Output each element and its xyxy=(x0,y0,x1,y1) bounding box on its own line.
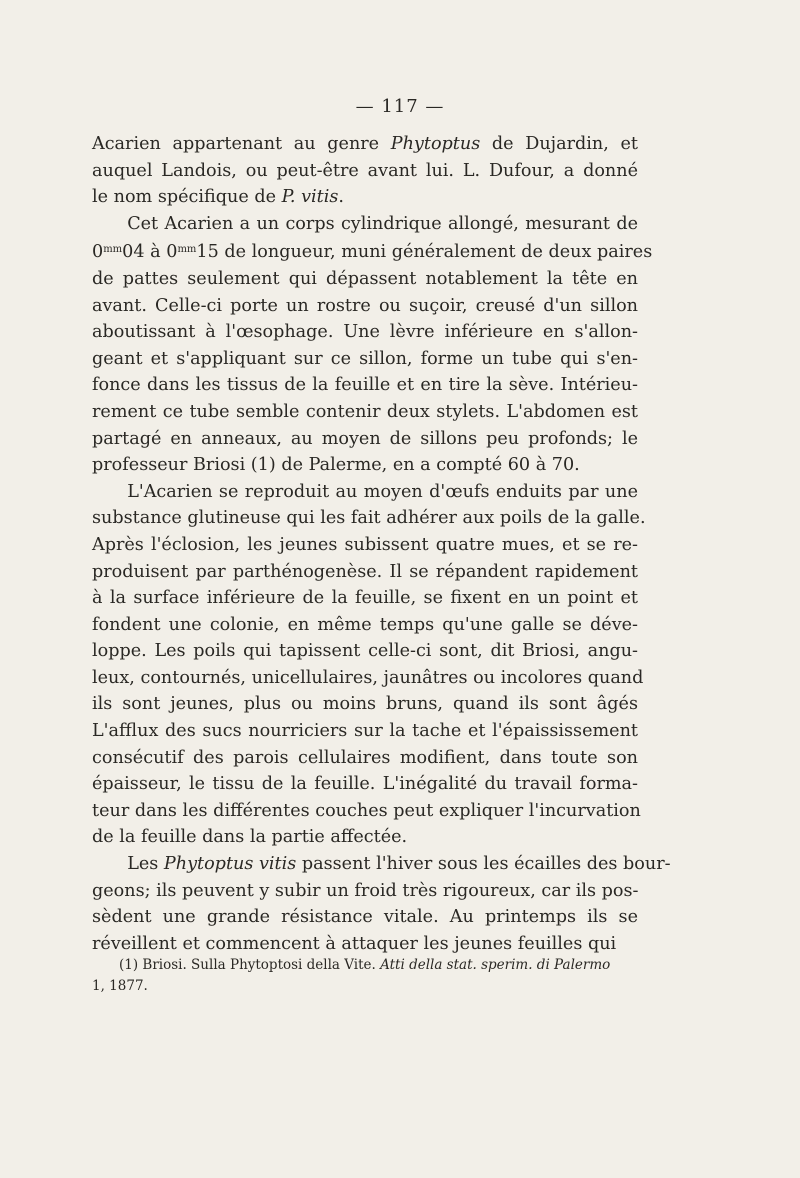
text-line: réveillent et commencent à attaquer les jeunes feuilles qui xyxy=(92,933,617,954)
text-line: leux, contournés, unicellulaires, jaunâtres ou incolores quand xyxy=(92,667,644,688)
text-line: le nom spécifique de P. vitis. xyxy=(92,187,344,208)
text-line: rement ce tube semble contenir deux stylets. L'abdomen est xyxy=(92,401,638,422)
text-line: épaisseur, le tissu de la feuille. L'inégalité du travail forma- xyxy=(92,774,638,795)
text-line: L'Acarien se reproduit au moyen d'œufs enduits par une xyxy=(92,481,638,502)
text-line: à la surface inférieure de la feuille, se fixent en un point et xyxy=(92,588,638,609)
body-text xyxy=(92,131,671,957)
text-line: Après l'éclosion, les jeunes subissent quatre mues, et se re- xyxy=(92,534,638,555)
text-line: avant. Celle-ci porte un rostre ou suçoir, creusé d'un sillon xyxy=(92,295,638,316)
text-line: loppe. Les poils qui tapissent celle-ci sont, dit Briosi, angu- xyxy=(92,641,638,662)
text-line: de la feuille dans la partie affectée. xyxy=(92,827,408,848)
text-line: ils sont jeunes, plus ou moins bruns, quand ils sont âgés xyxy=(92,694,638,715)
text-line: de pattes seulement qui dépassent notablement la tête en xyxy=(92,268,638,289)
text-line: geant et s'appliquant sur ce sillon, forme un tube qui s'en- xyxy=(92,348,638,369)
text-line: substance glutineuse qui les fait adhérer aux poils de la galle. xyxy=(92,508,646,529)
page-number-header: — 117 — xyxy=(355,96,445,117)
text-line: 1, 1877. xyxy=(92,978,148,994)
text-line: consécutif des parois cellulaires modifient, dans toute son xyxy=(92,747,638,768)
text-line: (1) Briosi. Sulla Phytoptosi della Vite. Atti della stat. sperim. di Palermo xyxy=(92,957,611,973)
text-line: produisent par parthénogenèse. Il se répandent rapidement xyxy=(92,561,638,582)
text-line: Les Phytoptus vitis passent l'hiver sous les écailles des bour- xyxy=(92,854,671,875)
text-line: teur dans les différentes couches peut expliquer l'incurvation xyxy=(92,800,641,821)
text-line: professeur Briosi (1) de Palerme, en a compté 60 à 70. xyxy=(92,455,580,476)
text-line: L'afflux des sucs nourriciers sur la tache et l'épaississement xyxy=(92,721,638,742)
text-line: auquel Landois, ou peut-être avant lui. L. Dufour, a donné xyxy=(92,160,638,181)
text-line: Cet Acarien a un corps cylindrique allongé, mesurant de xyxy=(92,213,638,234)
text-line: $0^{mm}04$ à $0^{mm}15$ de longueur, muni généralement de deux paires xyxy=(92,242,653,263)
text-line: geons; ils peuvent y subir un froid très rigoureux, car ils pos- xyxy=(92,880,639,901)
text-line: fondent une colonie, en même temps qu'une galle se déve- xyxy=(92,614,638,635)
text-line: fonce dans les tissus de la feuille et en tire la sève. Intérieu- xyxy=(92,375,638,396)
text-line: aboutissant à l'œsophage. Une lèvre inférieure en s'allon- xyxy=(92,322,638,343)
text-line: Acarien appartenant au genre Phytoptus de Dujardin, et xyxy=(92,134,638,154)
text-line: sèdent une grande résistance vitale. Au printemps ils se xyxy=(92,907,638,928)
footnote xyxy=(92,955,652,997)
text-line: partagé en anneaux, au moyen de sillons peu profonds; le xyxy=(92,428,638,449)
